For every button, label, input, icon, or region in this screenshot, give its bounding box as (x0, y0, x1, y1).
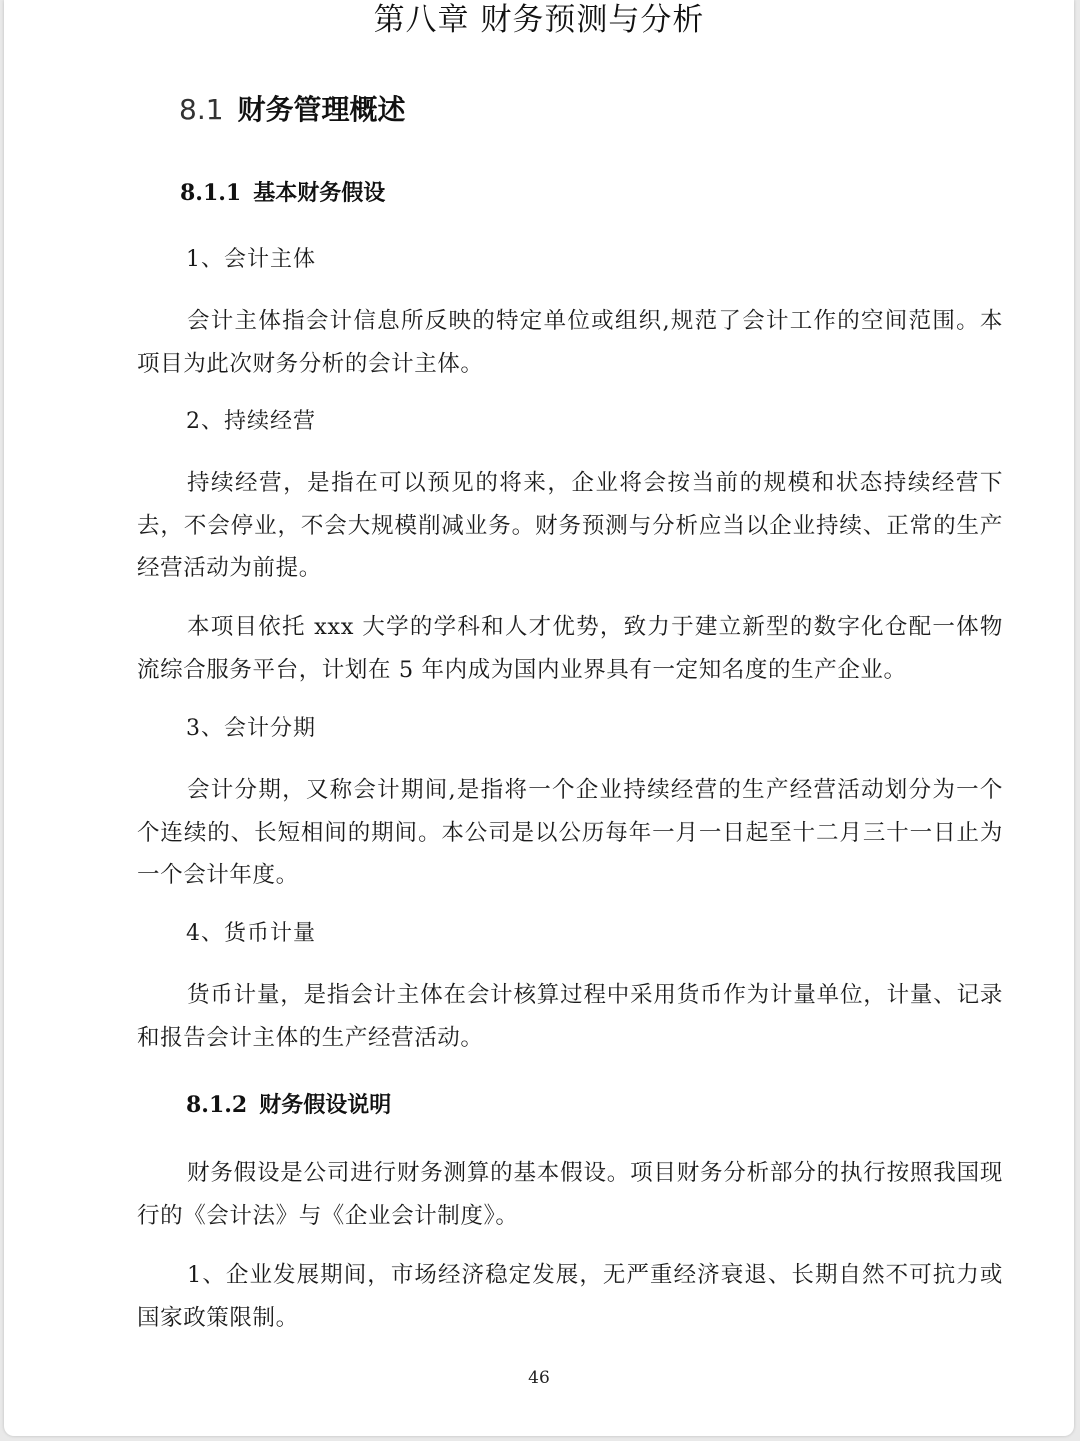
item-heading-accounting-entity: 1、会计主体 (186, 247, 316, 272)
paragraph-going-concern: 持续经营，是指在可以预见的将来，企业将会按当前的规模和状态持续经营下去，不会停业，不会大规模削减业务。财务预测与分析应当以企业持续、正常的生产经营活动为前提。 (137, 470, 1003, 581)
paragraph-assumption-point-1: 1、企业发展期间，市场经济稳定发展，无严重经济衰退、长期自然不可抗力或国家政策限制。 (137, 1262, 1003, 1331)
paragraph-assumption-intro: 财务假设是公司进行财务测算的基本假设。项目财务分析部分的执行按照我国现行的《会计法》与《企业会计制度》。 (137, 1160, 1003, 1229)
paragraph-project-overview: 本项目依托 xxx 大学的学科和人才优势，致力于建立新型的数字化仓配一体物流综合服务平台，计划在 5 年内成为国内业界具有一定知名度的生产企业。 (137, 614, 1003, 683)
section-number: 8.1 (179, 93, 224, 126)
subsection-heading-assumption-notes (186, 1088, 391, 1122)
subsection-title: 财务假设说明 (259, 1092, 392, 1118)
document-page (4, 0, 1074, 1436)
paragraph-accounting-entity: 会计主体指会计信息所反映的特定单位或组织,规范了会计工作的空间范围。本项目为此次财务分析的会计主体。 (137, 308, 1003, 377)
section-title: 财务管理概述 (237, 93, 406, 126)
subsection-number: 8.1.2 (186, 1092, 248, 1118)
item-heading-accounting-period: 3、会计分期 (186, 716, 316, 741)
paragraph-monetary-measurement: 货币计量，是指会计主体在会计核算过程中采用货币作为计量单位，计量、记录和报告会计主体的生产经营活动。 (137, 982, 1003, 1051)
item-heading-going-concern: 2、持续经营 (186, 409, 316, 434)
subsection-title: 基本财务假设 (253, 180, 386, 206)
page-number: 46 (528, 1368, 550, 1388)
subsection-number: 8.1.1 (180, 180, 242, 206)
paragraph-accounting-period: 会计分期，又称会计期间,是指将一个企业持续经营的生产经营活动划分为一个个连续的、长短相间的期间。本公司是以公历每年一月一日起至十二月三十一日止为一个会计年度。 (137, 777, 1003, 888)
item-heading-monetary-measurement: 4、货币计量 (186, 921, 316, 946)
subsection-heading-basic-assumptions (180, 176, 385, 210)
chapter-title: 第八章 财务预测与分析 (373, 2, 705, 38)
section-heading (179, 88, 406, 132)
